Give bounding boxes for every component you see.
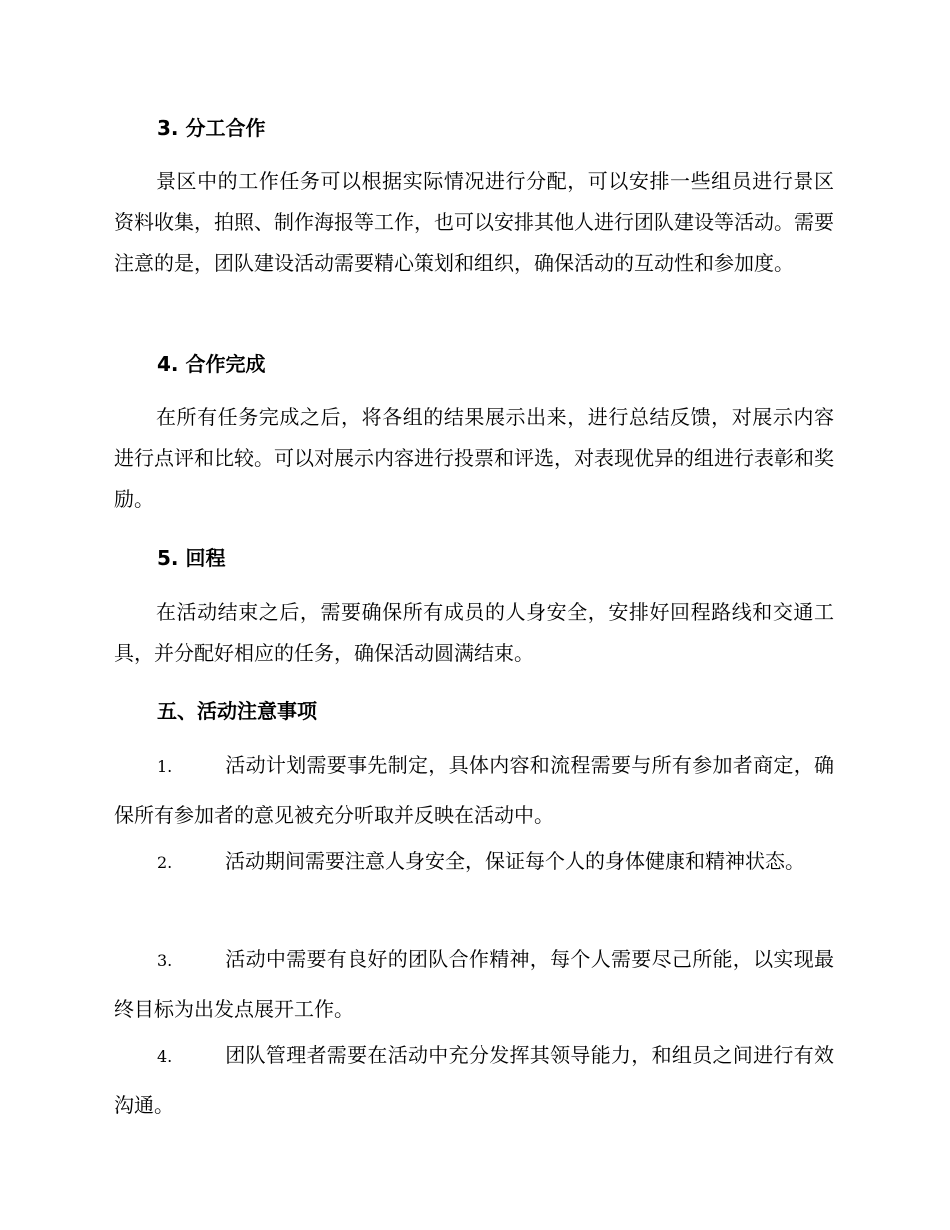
list-item-number: 3. bbox=[157, 951, 173, 970]
section-heading-division-of-work: 3. 分工合作 bbox=[157, 116, 266, 140]
list-item-text: 活动计划需要事先制定，具体内容和流程需要与所有参加者商定，确保所有参加者的意见被充分听取并反映在活动中。 bbox=[114, 753, 834, 827]
section-heading-cooperation-completion: 4. 合作完成 bbox=[157, 352, 266, 376]
section-paragraph-division-of-work: 景区中的工作任务可以根据实际情况进行分配，可以安排一些组员进行景区资料收集，拍照、制作海报等工作，也可以安排其他人进行团队建设等活动。需要注意的是，团队建设活动需要精心策划和组织，确保活动的互动性和参加度。 bbox=[114, 169, 834, 275]
list-item-number: 1. bbox=[157, 757, 173, 776]
list-item-text: 活动期间需要注意人身安全，保证每个人的身体健康和精神状态。 bbox=[225, 849, 805, 873]
notes-list-item bbox=[114, 935, 834, 1033]
section-heading-return-trip: 5. 回程 bbox=[157, 546, 226, 570]
section-paragraph-cooperation-completion: 在所有任务完成之后，将各组的结果展示出来，进行总结反馈，对展示内容进行点评和比较。可以对展示内容进行投票和评选，对表现优异的组进行表彰和奖励。 bbox=[114, 405, 834, 511]
notes-heading: 五、活动注意事项 bbox=[157, 699, 317, 723]
notes-list-item bbox=[114, 1031, 834, 1129]
list-item-text: 团队管理者需要在活动中充分发挥其领导能力，和组员之间进行有效沟通。 bbox=[114, 1043, 834, 1117]
list-item-number: 2. bbox=[157, 853, 173, 872]
notes-list-item bbox=[114, 741, 834, 839]
notes-list-item bbox=[114, 837, 834, 887]
list-item-text: 活动中需要有良好的团队合作精神，每个人需要尽己所能，以实现最终目标为出发点展开工作。 bbox=[114, 947, 834, 1021]
list-item-number: 4. bbox=[157, 1047, 173, 1066]
section-paragraph-return-trip: 在活动结束之后，需要确保所有成员的人身安全，安排好回程路线和交通工具，并分配好相应的任务，确保活动圆满结束。 bbox=[114, 600, 834, 665]
